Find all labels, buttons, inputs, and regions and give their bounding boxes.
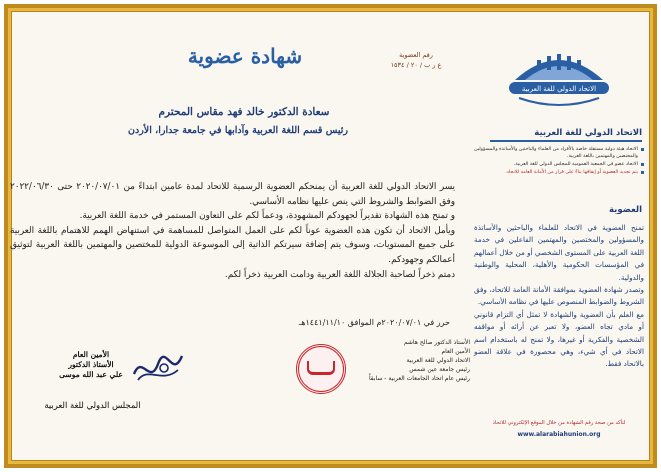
- sig-left-title: الأمين العام: [72, 350, 110, 359]
- list-item: الاتحاد عضو في الجمعية العمومية للمجلس الدولي للغة العربية.: [474, 161, 644, 168]
- sig-left-name: علي عبد الله موسى: [59, 370, 123, 379]
- membership-ref-number: ع ر ب / ٢٠ / ١٥٣٤: [390, 61, 442, 69]
- membership-heading: العضوية: [609, 205, 642, 215]
- membership-paragraph: تمنح العضوية في الاتحاد للعلماء والباحثين والأساتذة والمسؤولين والمختصين والمهتمين الفاعلين في خدمة اللغة العربية على المستوى الشخصي أو من خلال أعمالهم في المؤسسات الحكومية والأهلية، المحلية والوطنية والدولية.: [474, 223, 644, 282]
- body-paragraph: يسر الاتحاد الدولي للغة العربية أن يمنحكم العضوية الرسمية للاتحاد لمدة عامين ابتداءً من ٢٠٢٠/٠٧/٠١ حتى ٢٠٢٢/٠٦/٣٠ وفق الضوابط والشروط التي ينص عليها نظامه الأساسي.: [10, 182, 455, 207]
- certificate-body: [10, 180, 455, 282]
- membership-ref: [384, 50, 448, 70]
- union-logo-icon: [495, 46, 623, 116]
- verification-note: لتأكد من صحة رقم الشهادة من خلال الموقع الإلكتروني للاتحاد: [492, 420, 626, 426]
- body-paragraph: ويأمل الاتحاد أن تكون هذه العضوية عوناً لكم على العمل المتواصل للمساهمة في استنهاض الهمم للاهتمام باللغة العربية على جميع المستويات، وسوف يتم إضافة سيرتكم الذاتية إلى الموسوعة الدولية للمختصين والمهتمين باللغة العربية لتوثيق أعمالكم وجهودكم.: [10, 225, 455, 265]
- sig-right-title: الأمين العام: [441, 348, 470, 355]
- body-paragraph: دمتم ذخراً لصاحبة الجلالة اللغة العربية ودامت العربية ذخراً لكم.: [224, 269, 455, 280]
- membership-text: [474, 222, 644, 371]
- membership-paragraph: مع العلم بأن العضوية والشهادة لا تمثل أي التزام قانوني أو مادي تجاه العضو، ولا تعبر عن أرائه أو مواقفه الشخصية والفكرية أو غيرها، ولا تمنح له باستخدام اسم الاتحاد في أي شيء، وهي محصورة في علاقة العضو بالاتحاد فقط.: [474, 309, 644, 369]
- sig-right-post: رئيس جامعة عين شمس: [409, 366, 470, 373]
- body-paragraph: و تمنح هذه الشهادة تقديراً لجهودكم المشهودة، ودعماً لكم على التعاون المستمر في خدمة اللغة العربية.: [79, 211, 455, 222]
- sig-right-former: رئيس عام اتحاد الجامعات العربية - سابقاً: [368, 375, 470, 382]
- logo-text: الاتحاد الدولي للغة العربية: [521, 85, 597, 93]
- official-seal: [296, 344, 346, 394]
- sidebar-bullets: [474, 146, 644, 177]
- handwritten-signature-left: [128, 346, 188, 388]
- sig-right-name: الأستاذ الدكتور صالح هاشم: [403, 339, 470, 346]
- website-link[interactable]: www.alarabiahunion.org: [517, 431, 601, 438]
- signature-right: [342, 338, 470, 383]
- certificate-title: شهادة عضوية: [187, 44, 303, 68]
- list-item: يتم تجديد العضوية أو إيقافها بناءً على قرار من الأمانة العامة للاتحاد.: [474, 169, 644, 176]
- sig-left-org: المجلس الدولي للغة العربية: [44, 400, 141, 410]
- list-item: الاتحاد هيئة دولية مستقلة خاصة بالأفراد من العلماء والباحثين والأساتذة والمسؤولين والمختصين والمهتمين باللغة العربية.: [474, 146, 644, 160]
- sig-right-org: الاتحاد الدولي للغة العربية: [406, 357, 470, 364]
- issue-date: حرر في ٢٠٢٠/٠٧/٠١م الموافق ١٤٤١/١١/١٠هـ: [298, 318, 450, 327]
- sidebar-heading: الاتحاد الدولي للغة العربية: [490, 128, 642, 142]
- membership-ref-label: رقم العضوية: [399, 51, 433, 59]
- membership-paragraph: وتصدر شهادة العضوية بموافقة الأمانة العامة للاتحاد، وفق الشروط والضوابط المنصوص عليها في نظامه الأساسي.: [474, 285, 644, 307]
- sig-left-degree: الأستاذ الدكتور: [68, 360, 114, 369]
- recipient-line: سعادة الدكتور خالد فهد مقاس المحترم: [158, 106, 330, 118]
- seal-crown-icon: [307, 361, 335, 375]
- recipient-role: رئيس قسم اللغة العربية وآدابها في جامعة جدارا، الأردن: [128, 125, 348, 136]
